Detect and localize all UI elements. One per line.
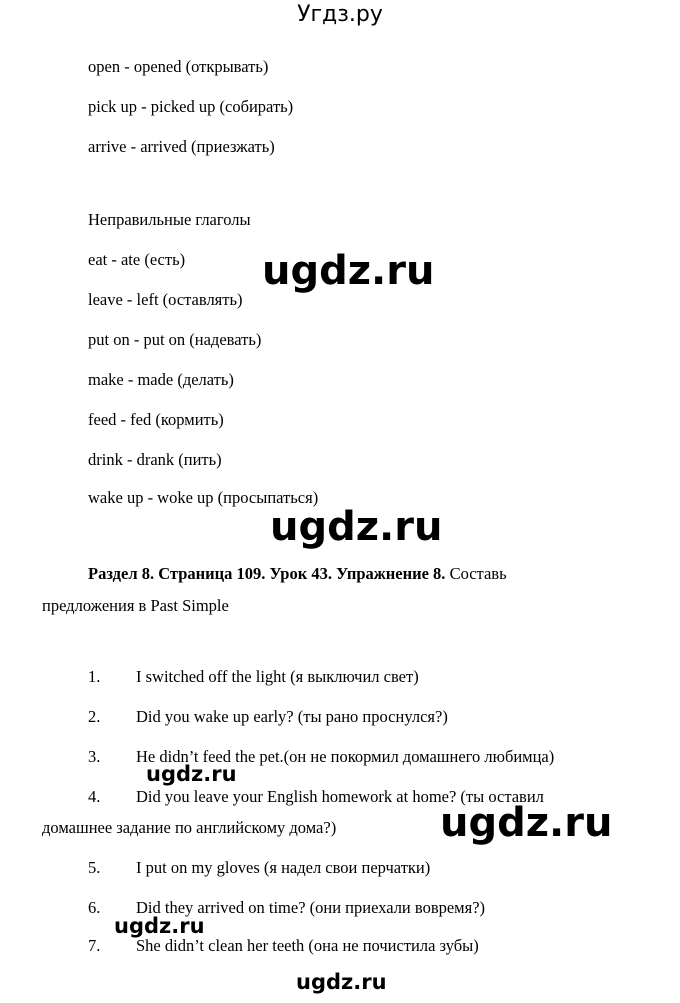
task-heading-line2: предложения в Past Simple: [42, 596, 229, 615]
exercise-text: Did you wake up early? (ты рано проснулся?): [136, 707, 448, 726]
exercise-text: Did you leave your English homework at home? (ты оставил: [136, 787, 544, 806]
watermark: ugdz.ru: [114, 914, 205, 938]
exercise-number: 3.: [88, 747, 101, 766]
exercise-number: 2.: [88, 707, 101, 726]
exercise-text: I switched off the light (я выключил свет): [136, 667, 419, 686]
task-heading-bold: Раздел 8. Страница 109. Урок 43. Упражнение 8.: [88, 564, 446, 583]
exercise-text: He didn’t feed the pet.(он не покормил домашнего любимца): [136, 747, 555, 766]
exercise-text-continuation: домашнее задание по английскому дома?): [42, 818, 337, 837]
exercise-number: 7.: [88, 936, 101, 955]
irregular-verb-item: wake up - woke up (просыпаться): [88, 488, 319, 507]
task-heading-rest: Составь: [445, 564, 507, 583]
exercise-text: I put on my gloves (я надел свои перчатки): [136, 858, 431, 877]
irregular-verbs-heading: Неправильные глаголы: [88, 210, 251, 229]
exercise-number: 6.: [88, 898, 101, 917]
watermark: ugdz.ru: [440, 800, 613, 846]
watermark: ugdz.ru: [262, 248, 435, 294]
site-title: Угдз.ру: [297, 2, 383, 27]
watermark: ugdz.ru: [296, 970, 387, 994]
irregular-verb-item: make - made (делать): [88, 370, 234, 389]
irregular-verb-item: feed - fed (кормить): [88, 410, 224, 429]
exercise-number: 4.: [88, 787, 101, 806]
irregular-verb-item: eat - ate (есть): [88, 250, 186, 269]
regular-verb-item: arrive - arrived (приезжать): [88, 137, 275, 156]
irregular-verb-item: put on - put on (надевать): [88, 330, 262, 349]
exercise-number: 5.: [88, 858, 101, 877]
exercise-text: Did they arrived on time? (они приехали вовремя?): [136, 898, 486, 917]
regular-verb-item: open - opened (открывать): [88, 57, 269, 76]
regular-verb-item: pick up - picked up (собирать): [88, 97, 294, 116]
irregular-verb-item: drink - drank (пить): [88, 450, 222, 469]
exercise-number: 1.: [88, 667, 101, 686]
watermark: ugdz.ru: [146, 762, 237, 786]
task-heading: [88, 564, 507, 584]
watermark: ugdz.ru: [270, 504, 443, 550]
irregular-verb-item: leave - left (оставлять): [88, 290, 243, 309]
exercise-text: She didn’t clean her teeth (она не почистила зубы): [136, 936, 479, 955]
